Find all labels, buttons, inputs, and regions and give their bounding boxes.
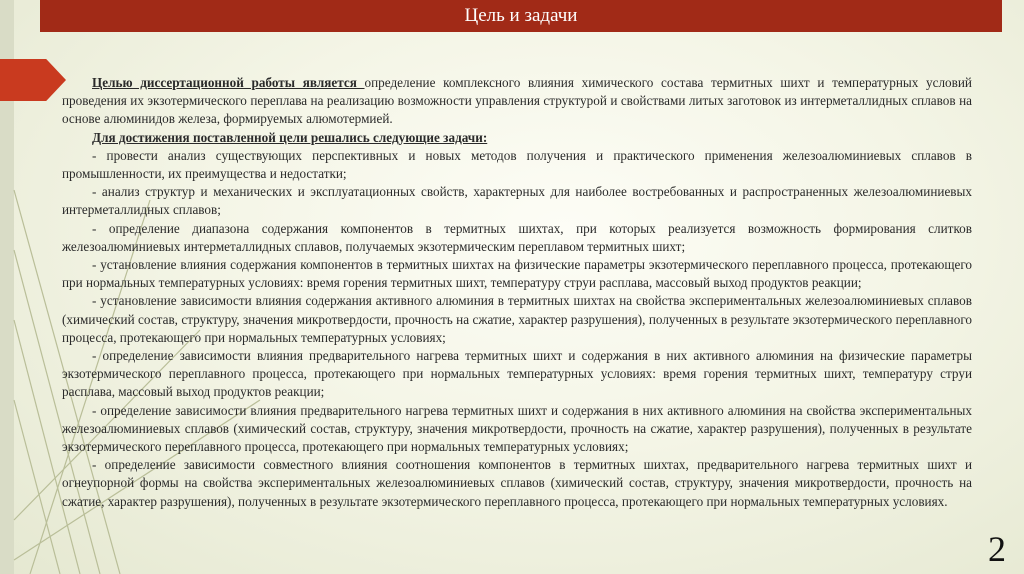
slide-content (62, 74, 972, 511)
task-item: - определение зависимости влияния предварительного нагрева термитных шихт и содержания в них активного алюминия на свойства экспериментальных железоалюминиевых сплавов (химический состав, структуру, значения микротвердости, прочность на сжатие, характер разрушения), полученных в результате экзотермического переплавного процесса, протекающего при нормальных температурных условиях; (62, 402, 972, 455)
task-item: - провести анализ существующих перспективных и новых методов получения и практического применения железоалюминиевых сплавов в промышленности, их преимущества и недостатки; (62, 147, 972, 182)
task-item: - определение зависимости влияния предварительного нагрева термитных шихт и содержания в них активного алюминия на физические параметры экзотермического переплавного процесса, протекающего при нормальных температурных условиях: время горения термитных шихт, температуру струи расплава, массовый выход продуктов реакции; (62, 348, 972, 400)
task-item: - установление зависимости влияния содержания активного алюминия в термитных шихтах на свойства экспериментальных железоалюминиевых сплавов (химический состав, структуру, значения микротвердости, прочность на сжатие, характер разрушения), полученных в результате экзотермического переплавного процесса, протекающего при нормальных температурных условиях; (62, 293, 972, 345)
page-number: 2 (988, 529, 1006, 569)
slide-title: Цель и задачи (464, 5, 578, 26)
task-item: - определение зависимости совместного влияния соотношения компонентов в термитных шихтах, предварительного нагрева термитных шихт и огнеупорной формы на свойства экспериментальных железоалюминиевых сплавов (химический состав, структуру, значения микротвердости, прочность на сжатие, характер разрушения), полученных в результате экзотермического переплавного процесса, протекающего при нормальных температурных условиях. (62, 457, 972, 509)
goal-paragraph (62, 74, 972, 129)
goal-text: определение комплексного влияния химического состава термитных шихт и температурных условий проведения их экзотермического переплава на реализацию возможности управления структурой и свойствами литых заготовок из интерметаллидных сплавов на основе алюминидов железа, формируемых алюмотермией. (62, 75, 972, 127)
tasks-heading-paragraph (62, 129, 972, 147)
task-item: - определение диапазона содержания компонентов в термитных шихтах, при которых реализуется возможность формирования слитков железоалюминиевых интерметаллидных сплавов, получаемых экзотермическим переплавом термитных шихт; (62, 220, 972, 254)
goal-label: Целью диссертационной работы является (92, 75, 365, 90)
task-item: - установление влияния содержания компонентов в термитных шихтах на физические параметры экзотермического переплавного процесса, протекающего при нормальных температурных условиях: время горения термитных шихт, температуру струи расплава, массовый выход продуктов реакции; (62, 257, 972, 291)
task-item: - анализ структур и механических и эксплуатационных свойств, характерных для наиболее востребованных и распространенных железоалюминиевых интерметаллидных сплавов; (62, 184, 972, 218)
tasks-heading: Для достижения поставленной цели решались следующие задачи: (92, 129, 488, 145)
title-bar (40, 0, 1002, 32)
